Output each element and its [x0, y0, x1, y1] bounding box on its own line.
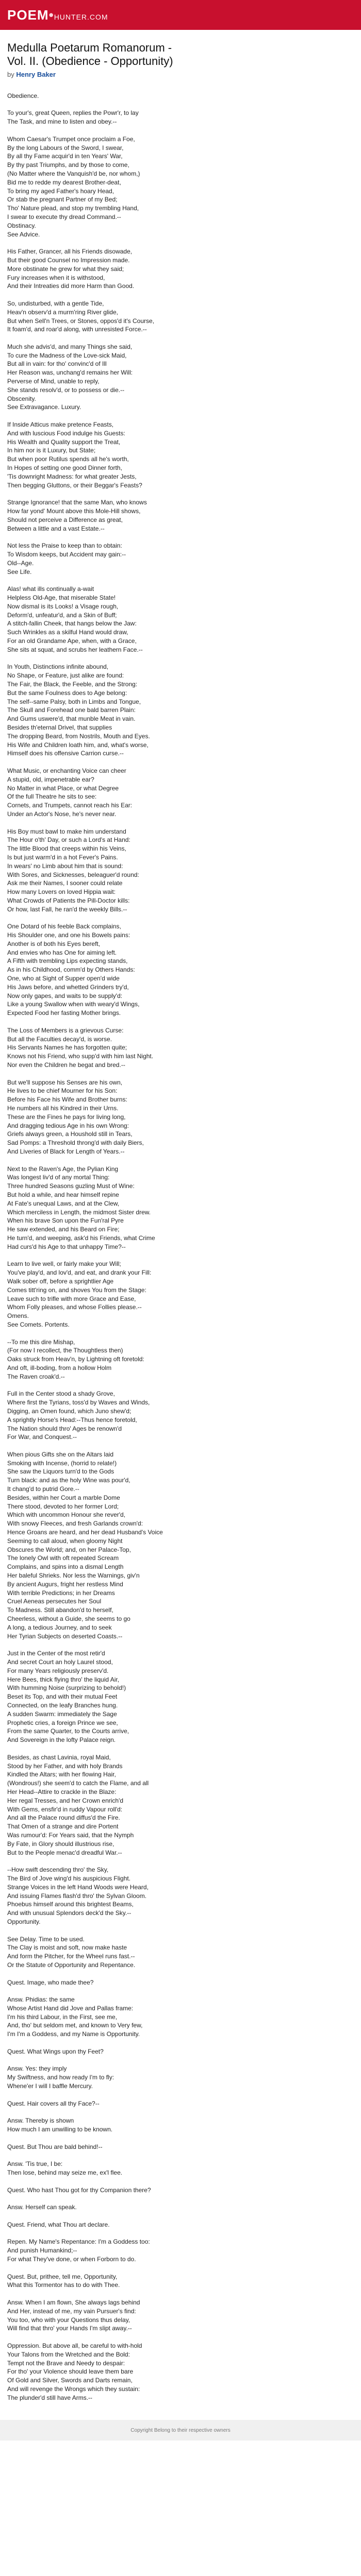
- poem-line: A sprightly Horse's Head:--Thus hence foretold,: [7, 1416, 137, 1423]
- poem-stanza: [7, 2221, 354, 2229]
- poem-stanza: [7, 827, 354, 914]
- poem-line: Strange Voices in the left Hand Woods were Heard,: [7, 1883, 149, 1891]
- poem-line: To Wisdom keeps, but Accident may gain:--: [7, 551, 126, 558]
- poem-line: When his brave Son upon the Fun'ral Pyre: [7, 1217, 124, 1225]
- poem-line: Kindled the Altars; with her flowing Hair,: [7, 1771, 116, 1778]
- poem-line: To bring my aged Father's hoary Head,: [7, 187, 114, 195]
- poem-line: Quest. Friend, what Thou art declare.: [7, 2221, 110, 2228]
- poem-line: Complains, and spins into a dismal Length: [7, 1563, 124, 1571]
- poem-line: Answ. Thereby is shown: [7, 2117, 74, 2125]
- poem-line: How far yond' Mount above this Mole-Hill shows,: [7, 507, 141, 515]
- poem-line: Answ. Herself can speak.: [7, 2204, 77, 2211]
- poem-line: Obscenity.: [7, 395, 36, 402]
- poem-line: Phoebus himself around this brightest Beams,: [7, 1901, 134, 1908]
- poem-line: Leave such to trifle with more Grace and Ease,: [7, 1295, 136, 1302]
- poem-line: Which with uncommon Honour she rever'd,: [7, 1511, 126, 1519]
- poem-line: To your's, great Queen, replies the Powr'r, to lay: [7, 109, 139, 117]
- poem-line: It chang'd to putrid Gore.--: [7, 1485, 79, 1493]
- poem-line: In Youth, Distinctions infinite abound,: [7, 663, 109, 671]
- poem-line: One, who at Sight of Supper open'd wide: [7, 975, 120, 982]
- poem-line: And secret Court an holy Laurel stood,: [7, 1658, 113, 1666]
- poem-line: Her Head--Attire to crackle in the Blaze:: [7, 1788, 117, 1795]
- poem-line: Deform'd, unfeatur'd, and a Skin of Buff;: [7, 611, 117, 619]
- poem-line: 'Tis downright Madness: for what greater Jests,: [7, 472, 137, 480]
- poem-line: The Raven croak'd.--: [7, 1372, 65, 1380]
- poem-line: See Life.: [7, 568, 32, 575]
- poem-stanza: [7, 1338, 354, 1381]
- poem-line: But all in vain: for tho' convinc'd of Ill: [7, 360, 107, 368]
- poem-line: Oaks struck from Heav'n, by Lightning oft foretold:: [7, 1355, 144, 1363]
- poem-line: Had curs'd his Age to that unhappy Time?--: [7, 1243, 126, 1250]
- poem-line: Was rumour'd: For Years said, that the Nymph: [7, 1831, 134, 1839]
- poem-line: I swear to execute thy dread Command.--: [7, 213, 121, 221]
- poem-line: Hence Groans are heard, and her dead Husband's Voice: [7, 1529, 163, 1536]
- poem-line: Answ. When I am flown, She always lags behind: [7, 2298, 140, 2306]
- poem-line: And envies who has One for aiming left.: [7, 948, 117, 956]
- poem-stanza: [7, 767, 354, 819]
- poem-line: When pious Gifts she on the Altars laid: [7, 1450, 114, 1458]
- poem-line: How much I am unwilling to be known.: [7, 2126, 113, 2133]
- poem-stanza: [7, 247, 354, 291]
- poem-line: But to the People menac'd dreadful War.--: [7, 1849, 122, 1856]
- poem-stanza: [7, 922, 354, 1018]
- poem-stanza: [7, 2298, 354, 2333]
- poem-stanza: [7, 1866, 354, 1926]
- poem-line: From the same Quarter, to the Courts arrive,: [7, 1727, 129, 1735]
- poem-line: What this Tormentor has to do with Thee.: [7, 2281, 120, 2289]
- poem-line: And with unusual Splendors deck'd the Sky.--: [7, 1909, 132, 1917]
- poem-line: Of the full Theatre he sits to see:: [7, 793, 97, 801]
- poem-line: Besides th'eternal Drivel, that supplies: [7, 723, 112, 731]
- poem-line: You too, who with your Questions thus delay,: [7, 2316, 130, 2324]
- site-logo[interactable]: [7, 7, 108, 23]
- poem-stanza: [7, 2064, 354, 2090]
- poem-line: His Shoulder one, and one his Bowels pains:: [7, 931, 130, 939]
- poem-line: Quest. But, prithee, tell me, Opportunity,: [7, 2273, 118, 2280]
- poem-line: With humming Noise (surprizing to behold!): [7, 1684, 126, 1692]
- poem-line: She saw the Liquors turn'd to the Gods: [7, 1468, 114, 1476]
- poem-line: One Dotard of his feeble Back complains,: [7, 923, 121, 930]
- poem-line: Cornets, and Trumpets, cannot reach his Ear:: [7, 802, 133, 809]
- poem-line: The Bird of Jove wing'd his auspicious Flight.: [7, 1874, 131, 1882]
- poem-line: At Fate's unequal Laws, and at the Clew,: [7, 1199, 120, 1207]
- poem-line: Whom Caesar's Trumpet once proclaim a Foe,: [7, 135, 135, 143]
- poem-stanza: [7, 1450, 354, 1641]
- poem-line: Repen. My Name's Repentance: I'm a Goddess too:: [7, 2238, 150, 2246]
- poem-line: And will revenge the Wrongs which they sustain:: [7, 2385, 140, 2393]
- author-line: [7, 71, 354, 78]
- poem-stanza: [7, 135, 354, 239]
- poem-line: Stood by her Father, and with holy Brands: [7, 1762, 123, 1770]
- poem-line: Walk sober off, before a sprightlier Age: [7, 1277, 114, 1285]
- poem-line: Quest. Hair covers all thy Face?--: [7, 2099, 100, 2107]
- poem-stanza: [7, 2116, 354, 2134]
- poem-stanza: [7, 1026, 354, 1070]
- poem-line: He lives to be chief Mourner for his Son:: [7, 1087, 118, 1095]
- poem-line: Or the Statute of Opportunity and Repentance.: [7, 1961, 136, 1969]
- poem-stanza: [7, 541, 354, 576]
- poem-line: Perverse of Mind, unable to reply,: [7, 378, 100, 385]
- poem-stanza: [7, 1753, 354, 1857]
- poem-line: And form the Pitcher, for the Wheel runs fast.--: [7, 1953, 135, 1960]
- poem-line: And Sovereign in the lofty Palace reign.: [7, 1736, 116, 1744]
- poem-line: Himself does his offensive Carrion curse.--: [7, 750, 124, 757]
- poem-line: No Shape, or Feature, just alike are found:: [7, 672, 124, 680]
- poem-line: Answ. 'Tis true, I be:: [7, 2160, 63, 2168]
- poem-line: His Servants Names he has forgotten quite;: [7, 1044, 127, 1052]
- poem-line: Or stab the pregnant Partner of my Bed;: [7, 196, 118, 204]
- poem-line: But when poor Rutilus spends all he's worth,: [7, 455, 129, 463]
- poem-line: Turn black: and as the holy Wine was pour'd,: [7, 1477, 130, 1484]
- poem-line: He turn'd, and weeping, ask'd his Friends, what Crime: [7, 1234, 155, 1242]
- poem-line: The Nation should thro' Ages be renown'd: [7, 1425, 122, 1432]
- poem-stanza: [7, 2047, 354, 2056]
- poem-line: Which merciless in Length, the midmost Sister drew.: [7, 1208, 151, 1216]
- poem-line: --To me this dire Mishap,: [7, 1338, 75, 1346]
- poem-line: Or how, last Fall, he ran'd the weekly Bills.--: [7, 905, 127, 913]
- poem-line: Now dismal is its Looks! a Visage rough,: [7, 602, 119, 610]
- poem-stanza: [7, 498, 354, 533]
- poem-line: With snowy Fleeces, and fresh Garlands crown'd:: [7, 1520, 143, 1528]
- poem-line: But hold a while, and hear himself repine: [7, 1191, 119, 1198]
- poem-line: Tho' Nature plead, and stop my trembling Hand,: [7, 205, 139, 212]
- poem-line: His Wealth and Quality support the Treat,: [7, 438, 121, 446]
- poem-line: Bid me to redde my dearest Brother-deat,: [7, 178, 121, 186]
- poem-line: The Hour o'th' Day, or such a Lord's at Hand:: [7, 836, 130, 844]
- poem-line: By all thy Fame acquir'd in ten Years' War,: [7, 152, 123, 160]
- poem-line: --How swift descending thro' the Sky,: [7, 1866, 109, 1874]
- poem-body: [7, 92, 354, 2402]
- poem-line: Where first the Tyrians, toss'd by Waves and Winds,: [7, 1399, 150, 1406]
- poem-line: But all the Faculties decay'd, is worse.: [7, 1035, 112, 1043]
- poem-line: For an old Grandame Ape, when, with a Grace,: [7, 637, 137, 645]
- poem-title: Medulla Poetarum Romanorum - Vol. II. (Obedience - Opportunity): [7, 41, 173, 68]
- poem-line: Quest. What Wings upon thy Feet?: [7, 2047, 104, 2055]
- poem-line: And Gums uswere'd, that munble Meat in vain.: [7, 715, 136, 723]
- poem-line: My Swiftness, and how ready I'm to fly:: [7, 2074, 114, 2081]
- poem-line: By Fate, in Glory should illustrious rise,: [7, 1840, 114, 1848]
- poem-line: The dropping Beard, from Nostrils, Mouth and Eyes.: [7, 732, 150, 740]
- poem-line: Will find that thro' your Hands I'm slipt away.--: [7, 2325, 132, 2332]
- poem-line: Answ. Yes: they imply: [7, 2065, 67, 2073]
- poem-line: As in his Childhood, comm'd by Others Hands:: [7, 966, 135, 974]
- poem-line: Smoking with Incense, (horrid to relate!): [7, 1459, 117, 1467]
- poem-line: Answ. Phidias: the same: [7, 1996, 75, 2004]
- poem-stanza: [7, 1165, 354, 1251]
- poem-line: For many Years religiously preserv'd.: [7, 1667, 109, 1674]
- poem-line: Here Bees, thick flying thro' the liquid Air,: [7, 1675, 120, 1683]
- poem-line: More obstinate he grew for what they said;: [7, 265, 124, 273]
- poem-line: His Wife and Children loath him, and, what's worse,: [7, 741, 149, 749]
- author-link[interactable]: Henry Baker: [16, 70, 56, 78]
- poem-line: Helpless Old-Age, that miserable State!: [7, 594, 116, 601]
- poem-line: She sits at squat, and scrubs her leathern Face.--: [7, 646, 143, 653]
- poem-line: The Fair, the Black, the Feeble, and the Strong:: [7, 680, 138, 688]
- poem-line: I'm I'm a Goddess, and my Name is Opportunity.: [7, 2030, 140, 2038]
- poem-line: Her regal Tresses, and her Crown enrich'd: [7, 1797, 124, 1804]
- poem-line: Such Wrinkles as a skilful Hand would draw,: [7, 629, 128, 636]
- poem-stanza: [7, 343, 354, 412]
- poem-line: Tempt not the Brave and Needy to despair:: [7, 2359, 125, 2367]
- poem-stanza: [7, 1260, 354, 1329]
- poem-line: No Matter in what Place, or what Degree: [7, 784, 119, 792]
- poem-stanza: [7, 2342, 354, 2402]
- poem-line: Now only gapes, and waits to be supply'd:: [7, 992, 123, 999]
- poem-line: In wears' no Limb about him that is sound:: [7, 862, 123, 870]
- poem-line: A Fifth with trembling Lips expecting stands,: [7, 957, 128, 965]
- poem-line: Heav'n observ'd a murm'ring River glide,: [7, 308, 118, 316]
- poem-line: That Omen of a strange and dire Portent: [7, 1823, 119, 1831]
- poem-line: What Music, or enchanting Voice can cheer: [7, 767, 126, 774]
- poem-line: And Liveries of Black for Length of Years.--: [7, 1148, 125, 1155]
- poem-line: Learn to live well, or fairly make your Will;: [7, 1260, 121, 1268]
- poem-stanza: [7, 299, 354, 334]
- poem-line: It foam'd, and roar'd along, with unresisted Force.--: [7, 326, 147, 333]
- poem-line: The Task, and mine to listen and obey.--: [7, 118, 117, 126]
- poem-line: His Boy must bawl to make him understand: [7, 827, 126, 835]
- poem-stanza: [7, 109, 354, 126]
- poem-line: The Loss of Members is a grievous Curse:: [7, 1026, 124, 1034]
- poem-stanza: [7, 1995, 354, 2039]
- poem-line: A stupid, old, impenetrable ear?: [7, 775, 94, 783]
- poem-line: See Comets. Portents.: [7, 1320, 70, 1328]
- poem-line: Obscures the World; and, on her Palace-Top,: [7, 1546, 131, 1553]
- poem-line: Whose Artist Hand did Jove and Pallas frame:: [7, 2004, 134, 2012]
- poem-line: Her Tyrian Subjects on deserted Coasts.--: [7, 1632, 123, 1640]
- poem-line: Fury increases when it is withstood,: [7, 274, 105, 281]
- poem-stanza: [7, 2273, 354, 2290]
- poem-line: See Delay. Time to be used.: [7, 1935, 85, 1943]
- poem-line: Her baleful Shrieks. Nor less the Warnings, giv'n: [7, 1572, 140, 1580]
- copyright-text: Copyright Belong to their respective owners: [130, 2427, 231, 2433]
- poem-line: Just in the Center of the most retir'd: [7, 1650, 105, 1657]
- poem-line: Was longest liv'd of any mortal Thing:: [7, 1174, 110, 1181]
- poem-line: How many Lovers on loved Hippia wait:: [7, 888, 116, 896]
- poem-line: The self--same Palsy, both in Limbs and Tongue,: [7, 698, 141, 705]
- poem-line: And, tho' but seldom met, and known to Very few,: [7, 2022, 143, 2029]
- poem-line: Seeming to call aloud, when gloomy Night: [7, 1537, 123, 1545]
- poem-line: You've play'd, and lov'd, and eat, and drank your Fill:: [7, 1269, 152, 1277]
- poem-line: So, undisturbed, with a gentle Tide,: [7, 299, 104, 307]
- poem-line: Prophetic cries, a foreign Prince we see,: [7, 1719, 118, 1726]
- poem-line: And dragging tedious Age in his own Wrong:: [7, 1122, 129, 1129]
- poem-line: He numbers all his Kindred in their Urns.: [7, 1105, 119, 1112]
- poem-line: And their Intreaties did more Harm than Good.: [7, 282, 135, 290]
- poem-line: Her Reason was, unchang'd remains her Will:: [7, 369, 133, 377]
- poem-line: Next to the Raven's Age, the Pylian King: [7, 1165, 119, 1173]
- poem-stanza: [7, 2143, 354, 2151]
- poem-stanza: [7, 2160, 354, 2177]
- poem-line: But we'll suppose his Senses are his own,: [7, 1078, 123, 1086]
- poem-line: A long, a tedious Journey, and to seek: [7, 1623, 112, 1631]
- poem-line: Whene'er I will I baffle Mercury.: [7, 2082, 93, 2090]
- poem-line: But their good Counsel no Impression made.: [7, 256, 130, 264]
- poem-line: Obedience.: [7, 92, 39, 99]
- poem-stanza: [7, 2099, 354, 2108]
- poem-line: And with luscious Food indulge his Guests:: [7, 429, 125, 437]
- poem-line: Nor even the Children he begat and bred.--: [7, 1061, 125, 1069]
- poem-line: For what They've done, or when Forborn to do.: [7, 2256, 136, 2263]
- poem-line: Whom Folly pleases, and whose Follies please.--: [7, 1303, 142, 1311]
- poem-line: And all the Palace round diffus'd the Fire.: [7, 1814, 120, 1822]
- poem-line: He saw extended, and his Beard on Fire;: [7, 1226, 120, 1233]
- main-content: [0, 30, 361, 2416]
- poem-line: Oppression. But above all, be careful to with-hold: [7, 2342, 142, 2349]
- poem-line: Full in the Center stood a shady Grove,: [7, 1390, 115, 1398]
- poem-line: Besides, as chast Lavinia, royal Maid,: [7, 1753, 111, 1761]
- poem-line: A sudden Swarm: immediately the Sage: [7, 1710, 117, 1718]
- logo-tld: HUNTER.COM: [54, 12, 108, 21]
- poem-stanza: [7, 420, 354, 489]
- poem-stanza: [7, 1078, 354, 1156]
- poem-line: In Hopes of setting one good Dinner forth,: [7, 464, 122, 472]
- poem-line: See Extravagance. Luxury.: [7, 403, 81, 411]
- poem-line: If Inside Atticus make pretence Feasts,: [7, 421, 114, 429]
- poem-line: Your Talons from the Wretched and the Bold:: [7, 2350, 130, 2358]
- poem-line: Like a young Swallow when with weary'd Wings,: [7, 1001, 140, 1008]
- poem-line: Then lose, behind may seize me, ex'l flee.: [7, 2169, 123, 2177]
- poem-line: With Sores, and Sicknesses, beleaguer'd round:: [7, 871, 139, 878]
- poem-line: To Madness. Still abandon'd to herself,: [7, 1606, 113, 1614]
- poem-line: These are the Fines he pays for living long,: [7, 1113, 126, 1121]
- poem-line: Cheerless, without a Guide, she seems to go: [7, 1615, 130, 1623]
- poem-line: A stitch-fallin Cheek, that hangs below the Jaw:: [7, 620, 137, 628]
- poem-line: Connected, on the leafy Branches hung.: [7, 1702, 118, 1709]
- poem-line: For War, and Conquest.--: [7, 1433, 77, 1441]
- poem-line: Is but just warm'd in a hot Fever's Pains.: [7, 853, 118, 861]
- poem-stanza: [7, 2186, 354, 2195]
- poem-line: Three hundred Seasons guzling Must of Wine:: [7, 1182, 135, 1190]
- poem-stanza: [7, 1978, 354, 1987]
- poem-line: Obstinacy.: [7, 222, 36, 229]
- poem-line: And Her, instead of me, my vain Pursuer's find:: [7, 2307, 136, 2315]
- poem-line: Then begging Gluttons, or their Beggar's Feasts?: [7, 481, 142, 489]
- poem-line: Ask me their Names, I sooner could relate: [7, 879, 123, 887]
- poem-line: Of Gold and Silver, Swords and Darts remain,: [7, 2377, 133, 2384]
- poem-line: For tho' your Violence should leave them bare: [7, 2368, 134, 2376]
- site-footer: [0, 2420, 361, 2441]
- poem-stanza: [7, 1389, 354, 1442]
- poem-line: (Wondrous!) she seem'd to catch the Flame, and all: [7, 1780, 149, 1787]
- poem-line: Sad Pomps: a Threshold throng'd with daily Biers,: [7, 1139, 144, 1147]
- poem-line: She stands resolv'd, or to possess or die.--: [7, 386, 125, 394]
- poem-line: What Crowds of Patients the Pill-Doctor kills:: [7, 896, 130, 904]
- poem-line: Cruel Aeneas persecutes her Soul: [7, 1598, 102, 1605]
- poem-line: Before his Face his Wife and Brother burns:: [7, 1096, 127, 1104]
- poem-stanza: [7, 585, 354, 654]
- poem-line: Old--Age.: [7, 559, 34, 567]
- poem-line: Between a little and a vast Estate.--: [7, 524, 105, 532]
- poem-line: Beset its Top, and with their mutual Feet: [7, 1693, 118, 1701]
- poem-line: The little Blood that creeps within his Veins,: [7, 845, 126, 853]
- poem-line: With Gems, ensfir'd in ruddy Vapour roll'd:: [7, 1805, 123, 1813]
- poem-stanza: [7, 663, 354, 758]
- poem-line: There stood, devoted to her former Lord;: [7, 1502, 119, 1510]
- poem-line: Expected Food her fasting Mother brings.: [7, 1009, 121, 1017]
- poem-line: And issuing Flames flash'd thro' the Sylvan Gloom.: [7, 1892, 147, 1900]
- poem-line: The Skull and Forehead one bald barren Plain:: [7, 706, 136, 714]
- poem-line: Opportunity.: [7, 1918, 41, 1925]
- poem-line: Alas! what ills continually a-wait: [7, 585, 94, 593]
- poem-stanza: [7, 1649, 354, 1744]
- poem-line: Should not perceive a Difference as great,: [7, 516, 123, 523]
- poem-stanza: [7, 92, 354, 100]
- poem-line: Another is of both his Eyes bereft,: [7, 940, 101, 947]
- poem-line: And punish Humankind;--: [7, 2247, 77, 2255]
- poem-line: Knows not his Friend, who supp'd with him last Night.: [7, 1053, 154, 1060]
- poem-line: The lonely Owl with oft repeated Scream: [7, 1554, 119, 1562]
- poem-line: (For now I recollect, the Thoughtless then): [7, 1347, 123, 1354]
- poem-line: The plunder'd still have Arms.--: [7, 2394, 93, 2401]
- poem-line: Quest. Who hast Thou got for thy Companion there?: [7, 2186, 151, 2194]
- poem-line: Digging, an Omen found, which Juno shew'd;: [7, 1407, 132, 1415]
- poem-line: But when Sell'n Trees, or Stones, oppos'd it's Course,: [7, 317, 155, 325]
- poem-line: I'm his third Labour, in the First, see me,: [7, 2013, 118, 2021]
- poem-line: Besides, within her Court a marble Dome: [7, 1494, 120, 1501]
- poem-stanza: [7, 2203, 354, 2212]
- poem-line: Much she advis'd, and many Things she said,: [7, 343, 133, 350]
- by-label: by: [7, 70, 14, 78]
- poem-line: With terrible Predictions; in her Dreams: [7, 1589, 115, 1597]
- poem-line: But the same Foulness does to Age belong:: [7, 689, 127, 697]
- poem-line: By ancient Augurs, fright her restless Mind: [7, 1580, 123, 1588]
- poem-line: To cure the Madness of the Love-sick Maid,: [7, 351, 127, 359]
- poem-line: His Father, Grancer, all his Friends disowade,: [7, 248, 133, 256]
- poem-line: In him nor is it Luxury, but State;: [7, 447, 96, 454]
- poem-line: Omens.: [7, 1312, 29, 1320]
- poem-line: And oft, ill-boding, from a hollow Holm: [7, 1364, 112, 1371]
- poem-line: Quest. But Thou are bald behind!--: [7, 2143, 103, 2150]
- poem-line: Griefs always green, a Houshold still in Tears,: [7, 1130, 133, 1138]
- poem-line: Quest. Image, who made thee?: [7, 1978, 94, 1986]
- poem-line: Under an Actor's Nose, he's never near.: [7, 810, 117, 818]
- poem-line: Strange Ignorance! that the same Man, who knows: [7, 499, 147, 506]
- poem-line: By the long Labours of the Sword, I swear,: [7, 144, 124, 151]
- logo-dot: •: [48, 7, 54, 23]
- poem-line: (No Matter where the Vanquish'd be, nor whom,): [7, 170, 140, 177]
- poem-line: See Advice.: [7, 230, 40, 238]
- poem-stanza: [7, 1935, 354, 1970]
- logo-text: POEM: [7, 7, 49, 23]
- poem-line: His Jaws before, and whetted Grinders try'd,: [7, 983, 129, 991]
- poem-stanza: [7, 2238, 354, 2263]
- poem-line: The Clay is moist and soft, now make haste: [7, 1944, 127, 1952]
- poem-line: By thy past Triumphs, and by those to come,: [7, 161, 129, 169]
- poem-line: Not less the Praise to keep than to obtain:: [7, 542, 122, 550]
- poem-line: Comes titt'ring on, and shoves You from the Stage:: [7, 1286, 146, 1294]
- site-header: [0, 0, 361, 30]
